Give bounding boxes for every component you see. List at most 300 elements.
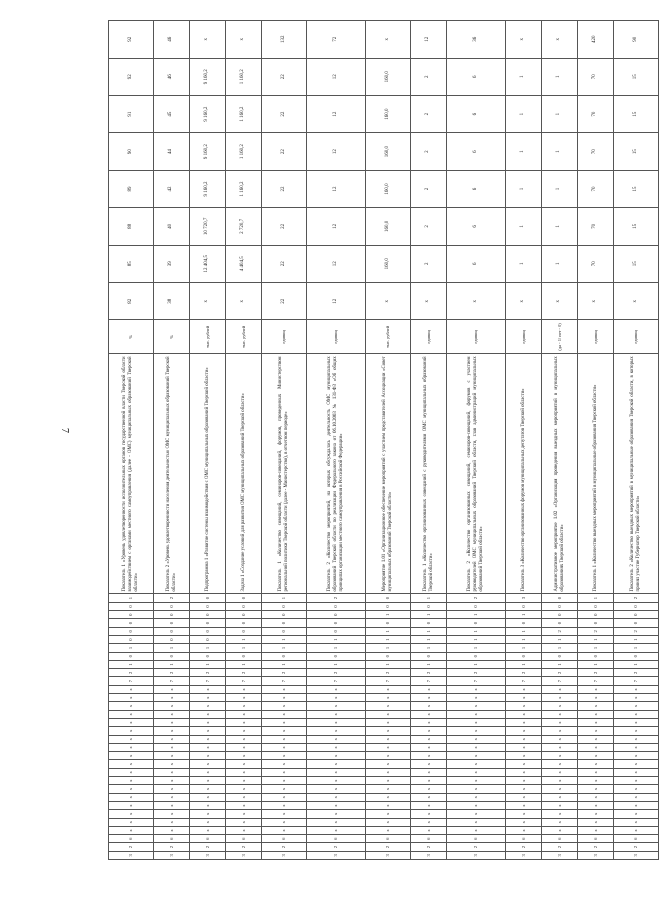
classification-code-cell: x: [411, 760, 447, 768]
classification-code-cell: 3: [109, 851, 154, 859]
value-cell: 1: [542, 95, 578, 132]
classification-code-cell: 6: [506, 835, 542, 843]
value-cell: 92: [109, 21, 154, 59]
classification-code-cell: x: [411, 826, 447, 834]
classification-code-cell: x: [411, 768, 447, 776]
classification-code-cell: x: [542, 702, 578, 710]
classification-code-cell: x: [109, 777, 154, 785]
classification-code-cell: x: [506, 793, 542, 801]
unit-cell: единиц: [411, 320, 447, 354]
classification-code-cell: x: [226, 727, 262, 735]
classification-code-cell: x: [109, 694, 154, 702]
classification-code-cell: x: [447, 727, 506, 735]
classification-code-cell: x: [411, 785, 447, 793]
value-cell: 12: [307, 245, 366, 282]
classification-code-cell: x: [542, 810, 578, 818]
classification-code-cell: x: [190, 777, 226, 785]
classification-code-cell: x: [190, 702, 226, 710]
value-cell: 6: [447, 95, 506, 132]
classification-code-cell: 1: [506, 660, 542, 668]
classification-code-cell: x: [307, 793, 366, 801]
classification-code-cell: 2: [154, 843, 190, 851]
classification-code-cell: x: [109, 710, 154, 718]
value-cell: x: [190, 283, 226, 320]
classification-code-cell: x: [542, 710, 578, 718]
value-cell: 4 404,5: [226, 245, 262, 282]
unit-cell: единиц: [614, 320, 659, 354]
classification-code-cell: x: [190, 718, 226, 726]
classification-code-cell: x: [307, 710, 366, 718]
classification-code-cell: x: [366, 768, 411, 776]
classification-code-cell: x: [262, 735, 307, 743]
value-cell: 15: [614, 208, 659, 245]
classification-code-cell: x: [190, 694, 226, 702]
classification-code-cell: x: [542, 801, 578, 809]
classification-code-cell: 1: [614, 644, 659, 652]
classification-code-cell: 6: [262, 835, 307, 843]
classification-code-cell: x: [411, 718, 447, 726]
classification-code-cell: 1: [614, 660, 659, 668]
value-cell: 70: [578, 170, 614, 207]
classification-code-cell: x: [154, 710, 190, 718]
value-cell: 45: [154, 95, 190, 132]
value-cell: 9 160,2: [190, 133, 226, 170]
classification-code-cell: 2: [614, 594, 659, 602]
classification-code-cell: 3: [506, 594, 542, 602]
classification-code-cell: 0: [614, 652, 659, 660]
indicator-name-cell: Показатель 2 «Количество выездных мероприятий в муниципальные образования Тверской области, в которых принял участие Губернатор Тверской области»: [614, 354, 659, 594]
value-cell: 12: [307, 95, 366, 132]
classification-code-cell: x: [262, 760, 307, 768]
classification-code-cell: x: [542, 785, 578, 793]
classification-code-cell: 3: [542, 851, 578, 859]
classification-code-cell: x: [366, 685, 411, 693]
value-cell: 91: [109, 95, 154, 132]
classification-code-cell: x: [154, 694, 190, 702]
value-cell: 85: [109, 245, 154, 282]
value-cell: 160,0: [366, 133, 411, 170]
classification-code-cell: 1: [411, 594, 447, 602]
classification-code-cell: x: [506, 760, 542, 768]
classification-code-cell: 2: [307, 843, 366, 851]
classification-code-cell: x: [447, 718, 506, 726]
classification-code-cell: x: [506, 710, 542, 718]
classification-code-cell: 7: [542, 677, 578, 685]
classification-code-cell: 0: [154, 619, 190, 627]
value-cell: 12: [411, 21, 447, 59]
classification-code-cell: x: [226, 710, 262, 718]
table-row: [307, 21, 366, 860]
classification-code-cell: x: [226, 826, 262, 834]
value-cell: 9 160,2: [190, 95, 226, 132]
classification-code-cell: x: [190, 810, 226, 818]
classification-code-cell: x: [542, 694, 578, 702]
table-row: [506, 21, 542, 860]
classification-code-cell: 7: [262, 677, 307, 685]
classification-code-cell: x: [614, 694, 659, 702]
classification-code-cell: x: [154, 801, 190, 809]
classification-code-cell: x: [542, 793, 578, 801]
value-cell: 6: [447, 58, 506, 95]
indicator-name-cell: Мероприятие 1.01 «Организационное обеспечение мероприятий с участием представителей Ассоциации «Совет муниципальных образований Тверской области»: [366, 354, 411, 594]
classification-code-cell: 3: [262, 851, 307, 859]
value-cell: 15: [614, 245, 659, 282]
classification-code-cell: x: [447, 810, 506, 818]
value-cell: 1 160,2: [226, 170, 262, 207]
classification-code-cell: x: [366, 826, 411, 834]
classification-code-cell: x: [366, 793, 411, 801]
classification-code-cell: 2: [154, 669, 190, 677]
value-cell: x: [506, 21, 542, 59]
classification-code-cell: 0: [262, 602, 307, 610]
value-cell: 2: [411, 58, 447, 95]
value-cell: 132: [262, 21, 307, 59]
value-cell: 160,0: [366, 208, 411, 245]
classification-code-cell: 6: [109, 835, 154, 843]
classification-code-cell: 0: [307, 627, 366, 635]
classification-code-cell: x: [262, 810, 307, 818]
classification-code-cell: x: [542, 735, 578, 743]
classification-code-cell: x: [154, 743, 190, 751]
classification-code-cell: x: [447, 785, 506, 793]
classification-code-cell: 1: [578, 635, 614, 643]
classification-code-cell: 3: [190, 851, 226, 859]
classification-code-cell: 0: [154, 652, 190, 660]
classification-code-cell: 7: [190, 677, 226, 685]
unit-cell: %: [154, 320, 190, 354]
classification-code-cell: x: [109, 727, 154, 735]
value-cell: 1 160,2: [226, 95, 262, 132]
classification-code-cell: 6: [542, 835, 578, 843]
value-cell: 420: [578, 21, 614, 59]
classification-code-cell: x: [411, 710, 447, 718]
classification-code-cell: x: [614, 702, 659, 710]
classification-code-cell: 0: [190, 611, 226, 619]
classification-code-cell: x: [262, 727, 307, 735]
classification-code-cell: 2: [506, 669, 542, 677]
classification-code-cell: x: [366, 801, 411, 809]
classification-code-cell: x: [506, 777, 542, 785]
classification-code-cell: 0: [226, 594, 262, 602]
classification-code-cell: 0: [578, 611, 614, 619]
classification-code-cell: x: [578, 818, 614, 826]
classification-code-cell: 1: [366, 635, 411, 643]
classification-code-cell: 6: [411, 835, 447, 843]
value-cell: 6: [447, 208, 506, 245]
classification-code-cell: x: [447, 818, 506, 826]
classification-code-cell: x: [154, 785, 190, 793]
classification-code-cell: 0: [542, 602, 578, 610]
classification-code-cell: 2: [542, 843, 578, 851]
classification-code-cell: x: [154, 735, 190, 743]
classification-code-cell: x: [366, 810, 411, 818]
value-cell: x: [542, 21, 578, 59]
classification-code-cell: 1: [447, 660, 506, 668]
classification-code-cell: 0: [190, 652, 226, 660]
classification-code-cell: x: [411, 810, 447, 818]
value-cell: x: [226, 21, 262, 59]
classification-code-cell: x: [307, 727, 366, 735]
classification-code-cell: x: [542, 818, 578, 826]
classification-code-cell: x: [447, 760, 506, 768]
classification-code-cell: 6: [190, 835, 226, 843]
table-row: [447, 21, 506, 860]
classification-code-cell: x: [154, 702, 190, 710]
classification-code-cell: x: [109, 810, 154, 818]
classification-code-cell: x: [154, 777, 190, 785]
classification-code-cell: x: [578, 727, 614, 735]
classification-code-cell: 0: [226, 611, 262, 619]
value-cell: 12: [307, 170, 366, 207]
classification-code-cell: x: [411, 752, 447, 760]
classification-code-cell: 1: [578, 644, 614, 652]
classification-code-cell: x: [109, 760, 154, 768]
classification-code-cell: 7: [366, 677, 411, 685]
classification-code-cell: x: [262, 826, 307, 834]
classification-code-cell: 0: [226, 602, 262, 610]
classification-code-cell: x: [190, 743, 226, 751]
classification-code-cell: 1: [542, 635, 578, 643]
classification-code-cell: x: [578, 743, 614, 751]
classification-code-cell: 1: [366, 611, 411, 619]
classification-code-cell: x: [109, 702, 154, 710]
classification-code-cell: 1: [366, 660, 411, 668]
classification-code-cell: x: [154, 793, 190, 801]
classification-code-cell: 7: [506, 677, 542, 685]
classification-code-cell: x: [506, 810, 542, 818]
classification-code-cell: x: [366, 702, 411, 710]
classification-code-cell: x: [262, 743, 307, 751]
classification-code-cell: 0: [190, 627, 226, 635]
classification-code-cell: x: [307, 718, 366, 726]
classification-code-cell: 7: [614, 677, 659, 685]
value-cell: 70: [578, 245, 614, 282]
classification-code-cell: x: [226, 760, 262, 768]
value-cell: 9 160,2: [190, 58, 226, 95]
value-cell: 22: [262, 133, 307, 170]
classification-code-cell: x: [154, 685, 190, 693]
classification-code-cell: x: [366, 818, 411, 826]
classification-code-cell: x: [614, 810, 659, 818]
classification-code-cell: 0: [154, 611, 190, 619]
classification-code-cell: 2: [614, 843, 659, 851]
value-cell: 90: [614, 21, 659, 59]
classification-code-cell: x: [506, 743, 542, 751]
value-cell: 12: [307, 58, 366, 95]
classification-code-cell: 2: [542, 669, 578, 677]
table-row: [109, 21, 154, 860]
classification-code-cell: 1: [307, 635, 366, 643]
classification-code-cell: x: [226, 735, 262, 743]
classification-code-cell: 2: [154, 594, 190, 602]
value-cell: 15: [614, 170, 659, 207]
classification-code-cell: x: [614, 710, 659, 718]
classification-code-cell: 1: [411, 635, 447, 643]
value-cell: 10 720,7: [190, 208, 226, 245]
classification-code-cell: x: [411, 818, 447, 826]
classification-code-cell: x: [578, 801, 614, 809]
classification-code-cell: x: [366, 752, 411, 760]
classification-code-cell: x: [307, 743, 366, 751]
value-cell: 22: [262, 283, 307, 320]
table-row: [366, 21, 411, 860]
classification-code-cell: 2: [447, 843, 506, 851]
classification-code-cell: 1: [262, 660, 307, 668]
classification-code-cell: x: [447, 743, 506, 751]
classification-code-cell: 0: [578, 602, 614, 610]
classification-code-cell: 0: [109, 635, 154, 643]
value-cell: x: [366, 21, 411, 59]
classification-code-cell: x: [109, 685, 154, 693]
indicator-name-cell: Административное мероприятие 1.02 «Организация проведения выездных мероприятий в муниципальных образованиях Тверской области»: [542, 354, 578, 594]
classification-code-cell: x: [154, 727, 190, 735]
classification-code-cell: x: [307, 752, 366, 760]
classification-code-cell: 3: [307, 851, 366, 859]
classification-code-cell: x: [411, 801, 447, 809]
classification-code-cell: 6: [154, 835, 190, 843]
classification-code-cell: 0: [447, 652, 506, 660]
unit-cell: тыс. рублей: [190, 320, 226, 354]
classification-code-cell: 0: [109, 611, 154, 619]
classification-code-cell: x: [366, 694, 411, 702]
classification-code-cell: x: [154, 760, 190, 768]
classification-code-cell: 2: [307, 594, 366, 602]
classification-code-cell: x: [614, 735, 659, 743]
value-cell: 22: [262, 170, 307, 207]
classification-code-cell: x: [190, 735, 226, 743]
value-cell: 1: [542, 133, 578, 170]
classification-code-cell: x: [307, 777, 366, 785]
classification-code-cell: 0: [307, 619, 366, 627]
unit-cell: единиц: [262, 320, 307, 354]
classification-code-cell: x: [447, 768, 506, 776]
indicator-name-cell: Показатель 3 «Количество организованных форумов муниципальных депутатов Тверской области»: [506, 354, 542, 594]
classification-code-cell: 1: [542, 644, 578, 652]
classification-code-cell: 0: [447, 602, 506, 610]
classification-code-cell: x: [307, 685, 366, 693]
classification-code-cell: 1: [578, 660, 614, 668]
classification-code-cell: 1: [578, 594, 614, 602]
value-cell: 22: [262, 95, 307, 132]
classification-code-cell: x: [614, 685, 659, 693]
classification-code-cell: x: [262, 718, 307, 726]
classification-code-cell: 0: [366, 652, 411, 660]
classification-code-cell: x: [190, 710, 226, 718]
classification-code-cell: x: [190, 752, 226, 760]
classification-code-cell: x: [226, 768, 262, 776]
classification-code-cell: 3: [578, 851, 614, 859]
classification-code-cell: 0: [154, 602, 190, 610]
classification-code-cell: x: [411, 727, 447, 735]
table-row: [411, 21, 447, 860]
classification-code-cell: x: [542, 743, 578, 751]
classification-code-cell: 1: [411, 611, 447, 619]
classification-code-cell: 1: [109, 644, 154, 652]
classification-code-cell: 0: [542, 611, 578, 619]
classification-code-cell: x: [109, 818, 154, 826]
classification-code-cell: x: [578, 735, 614, 743]
classification-code-cell: 2: [506, 843, 542, 851]
indicator-name-cell: Показатель 1 «Количество выездных мероприятий в муниципальные образования Тверской области»: [578, 354, 614, 594]
classification-code-cell: 2: [614, 669, 659, 677]
classification-code-cell: x: [154, 752, 190, 760]
classification-code-cell: x: [506, 718, 542, 726]
classification-code-cell: 1: [190, 644, 226, 652]
value-cell: x: [226, 283, 262, 320]
classification-code-cell: x: [262, 818, 307, 826]
program-indicators-table: [108, 20, 659, 860]
classification-code-cell: x: [226, 743, 262, 751]
value-cell: 1: [506, 133, 542, 170]
classification-code-cell: 7: [109, 677, 154, 685]
value-cell: 160,0: [366, 245, 411, 282]
classification-code-cell: 0: [614, 619, 659, 627]
classification-code-cell: x: [190, 818, 226, 826]
unit-cell: (да - 1/ нет - 0): [542, 320, 578, 354]
value-cell: x: [614, 283, 659, 320]
classification-code-cell: 0: [226, 619, 262, 627]
classification-code-cell: 0: [190, 594, 226, 602]
classification-code-cell: x: [578, 785, 614, 793]
indicator-name-cell: Показатель 1 «Количество совещаний, семинаров-совещаний, форумов, проведенных Министерством региональной политики Тверской области (далее - Министерство), в отчетном периоде»: [262, 354, 307, 594]
value-cell: 22: [262, 245, 307, 282]
classification-code-cell: 2: [226, 669, 262, 677]
classification-code-cell: x: [307, 801, 366, 809]
value-cell: 15: [614, 58, 659, 95]
classification-code-cell: x: [506, 702, 542, 710]
classification-code-cell: x: [447, 694, 506, 702]
classification-code-cell: x: [226, 694, 262, 702]
classification-code-cell: 1: [614, 635, 659, 643]
classification-code-cell: x: [190, 826, 226, 834]
classification-code-cell: 7: [578, 677, 614, 685]
classification-code-cell: 6: [578, 835, 614, 843]
classification-code-cell: x: [226, 818, 262, 826]
classification-code-cell: x: [506, 826, 542, 834]
value-cell: 12: [307, 208, 366, 245]
classification-code-cell: x: [542, 685, 578, 693]
value-cell: 89: [109, 170, 154, 207]
value-cell: 12: [307, 283, 366, 320]
classification-code-cell: x: [614, 785, 659, 793]
value-cell: 1: [506, 95, 542, 132]
classification-code-cell: x: [447, 777, 506, 785]
classification-code-cell: x: [190, 793, 226, 801]
value-cell: 1: [542, 245, 578, 282]
classification-code-cell: x: [262, 793, 307, 801]
classification-code-cell: 7: [154, 677, 190, 685]
classification-code-cell: x: [447, 685, 506, 693]
classification-code-cell: x: [154, 768, 190, 776]
indicator-name-cell: Подпрограмма 1 «Развитие системы взаимодействия с ОМС муниципальных образований Тверской области»: [190, 354, 226, 594]
classification-code-cell: x: [226, 793, 262, 801]
classification-code-cell: 1: [411, 644, 447, 652]
classification-code-cell: x: [154, 718, 190, 726]
indicator-name-cell: Показатель 2 «Количество мероприятий, на которых обсуждалась деятельность ОМС муниципальных образований Тверской области по реализации Федерального закона от 06.10.2003 № 131-ФЗ «Об общих принципах организации местного самоуправления в Российской Федерации»: [307, 354, 366, 594]
value-cell: 88: [109, 208, 154, 245]
classification-code-cell: x: [226, 777, 262, 785]
classification-code-cell: 0: [262, 611, 307, 619]
classification-code-cell: 6: [307, 835, 366, 843]
value-cell: 39: [154, 245, 190, 282]
classification-code-cell: x: [614, 760, 659, 768]
classification-code-cell: 1: [262, 635, 307, 643]
value-cell: 1: [506, 58, 542, 95]
classification-code-cell: 2: [447, 669, 506, 677]
value-cell: 92: [109, 58, 154, 95]
value-cell: 46: [154, 58, 190, 95]
classification-code-cell: 2: [411, 843, 447, 851]
